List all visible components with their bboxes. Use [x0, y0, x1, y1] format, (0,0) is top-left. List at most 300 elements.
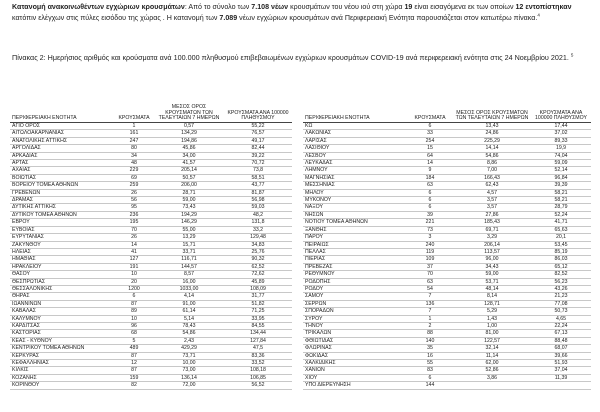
table-row	[303, 204, 591, 211]
region-name-cell: ΕΥΡΥΤΑΝΙΑΣ	[10, 234, 114, 241]
table-row	[303, 219, 591, 226]
table-row	[10, 174, 292, 181]
per-100k-cell: 22,24	[531, 322, 591, 329]
per-100k-cell: 71,25	[224, 308, 292, 315]
per-100k-cell: 39,22	[224, 152, 292, 159]
table-row	[10, 360, 292, 367]
cases-cell: 3	[407, 234, 453, 241]
per-100k-cell: 39,39	[531, 182, 591, 189]
table-row	[303, 145, 591, 152]
per-100k-cell: 70,72	[224, 160, 292, 167]
per-100k-cell: 67,13	[531, 330, 591, 337]
per-100k-cell: 65,12	[531, 263, 591, 270]
seven-day-average-cell: 116,71	[154, 256, 224, 263]
intro-domestic-count: 7.089	[219, 14, 238, 22]
per-100k-cell: 58,21	[531, 197, 591, 204]
region-name-cell: ΧΑΝΙΩΝ	[303, 367, 407, 374]
region-name-cell: ΦΛΩΡΙΝΑΣ	[303, 345, 407, 352]
seven-day-average-cell: 59,00	[154, 197, 224, 204]
table-row	[10, 367, 292, 374]
cases-cell: 87	[114, 300, 154, 307]
cases-cell: 240	[407, 241, 453, 248]
cases-cell: 83	[407, 367, 453, 374]
table-row	[303, 367, 591, 374]
table-row	[10, 137, 292, 144]
cases-cell: 127	[114, 256, 154, 263]
table-row	[10, 167, 292, 174]
per-100k-cell: 129,48	[224, 234, 292, 241]
seven-day-average-cell: 2,43	[154, 337, 224, 344]
cases-cell: 88	[407, 330, 453, 337]
seven-day-average-cell: 55,00	[154, 226, 224, 233]
per-100k-cell: 59,03	[224, 204, 292, 211]
seven-day-average-cell: 1,43	[453, 315, 531, 322]
table-row	[303, 315, 591, 322]
seven-day-average-cell: 1,00	[453, 322, 531, 329]
seven-day-average-cell: 206,14	[453, 241, 531, 248]
seven-day-average-cell: 50,57	[154, 174, 224, 181]
region-name-cell: ΧΑΛΚΙΔΙΚΗΣ	[303, 360, 407, 367]
region-name-cell: ΛΕΥΚΑΔΑΣ	[303, 160, 407, 167]
region-name-cell: ΧΙΟΥ	[303, 374, 407, 381]
cases-cell: 7	[407, 308, 453, 315]
region-name-cell: ΝΗΣΩΝ	[303, 211, 407, 218]
per-100k-cell: 76,57	[224, 130, 292, 137]
seven-day-average-cell	[453, 382, 531, 389]
table-row	[303, 293, 591, 300]
table-row	[10, 293, 292, 300]
per-100k-cell: 37,04	[531, 367, 591, 374]
cases-cell: 144	[407, 382, 453, 389]
cases-cell: 10	[114, 315, 154, 322]
cases-cell: 54	[407, 285, 453, 292]
seven-day-average-cell: 5,14	[154, 315, 224, 322]
region-name-cell: ΜΑΓΝΗΣΙΑΣ	[303, 174, 407, 181]
per-100k-cell: 37,02	[531, 130, 591, 137]
cases-cell: 6	[407, 204, 453, 211]
region-name-cell: ΑΓΙΟ ΟΡΟΣ	[10, 123, 114, 130]
region-name-cell: ΛΑΡΙΣΑΣ	[303, 137, 407, 144]
per-100k-cell: 49,17	[224, 137, 292, 144]
intro-paragraph	[12, 2, 592, 24]
region-name-cell: ΜΕΣΣΗΝΙΑΣ	[303, 182, 407, 189]
region-name-cell: ΔΥΤΙΚΟΥ ΤΟΜΕΑ ΑΘΗΝΩΝ	[10, 211, 114, 218]
cases-cell: 39	[407, 211, 453, 218]
per-100k-cell: 68,07	[531, 345, 591, 352]
table-row	[303, 152, 591, 159]
cases-cell: 55	[407, 360, 453, 367]
region-name-cell: ΘΕΣΠΡΩΤΙΑΣ	[10, 278, 114, 285]
per-100k-cell: 106,85	[224, 374, 292, 381]
seven-day-average-cell: 185,43	[453, 219, 531, 226]
footnote-ref: 5	[570, 52, 574, 58]
table-row	[303, 330, 591, 337]
region-name-cell: ΑΝΑΤΟΛΙΚΗΣ ΑΤΤΙΚΗΣ	[10, 137, 114, 144]
region-name-cell: ΤΗΝΟΥ	[303, 322, 407, 329]
region-name-cell: ΛΑΚΩΝΙΑΣ	[303, 130, 407, 137]
cases-cell: 26	[114, 189, 154, 196]
region-name-cell: ΠΑΡΟΥ	[303, 234, 407, 241]
per-100k-cell: 51,82	[224, 300, 292, 307]
region-name-cell: ΚΟΡΙΝΘΟΥ	[10, 382, 114, 389]
per-100k-cell: 89,33	[531, 137, 591, 144]
region-name-cell: ΒΟΡΕΙΟΥ ΤΟΜΕΑ ΑΘΗΝΩΝ	[10, 182, 114, 189]
region-name-cell: ΗΛΕΙΑΣ	[10, 248, 114, 255]
region-name-cell: ΓΡΕΒΕΝΩΝ	[10, 189, 114, 196]
per-100k-cell: 73,8	[224, 167, 292, 174]
caption-text: Πίνακας 2: Ημερήσιος αριθμός και κρούσματα ανά 100.000 πληθυσμού επιβεβαιωμένων εγχώριων κρουσμάτων COVID-19 ανά περιφερειακή ενότητα στις 24 Νοεμβρίου 2021.	[12, 53, 569, 62]
table-row	[10, 123, 292, 130]
per-100k-cell: 33,52	[224, 360, 292, 367]
table-row	[303, 300, 591, 307]
cases-cell: 1200	[114, 285, 154, 292]
table-row	[303, 322, 591, 329]
per-100k-cell: 4,65	[531, 315, 591, 322]
cases-cell: 33	[407, 130, 453, 137]
per-100k-cell: 52,24	[531, 211, 591, 218]
cases-cell: 229	[114, 167, 154, 174]
seven-day-average-cell: 8,86	[453, 160, 531, 167]
per-100k-cell: 127,84	[224, 337, 292, 344]
intro-text: κατόπιν ελέγχων στις πύλες εισόδου της χώρας . Η κατανομή των	[12, 14, 220, 22]
header-7day-average: ΜΕΣΟΣ ΟΡΟΣ ΚΡΟΥΣΜΑΤΩΝ ΤΩΝ ΤΕΛΕΥΤΑΙΩΝ 7 ΗΜΕΡΩΝ	[154, 95, 224, 123]
seven-day-average-cell: 8,14	[453, 293, 531, 300]
cases-cell: 14	[407, 160, 453, 167]
cases-cell: 64	[407, 152, 453, 159]
table-row	[303, 360, 591, 367]
table-row	[303, 234, 591, 241]
cases-cell: 37	[407, 263, 453, 270]
seven-day-average-cell: 53,71	[453, 278, 531, 285]
per-100k-cell: 41,71	[531, 219, 591, 226]
cases-cell: 68	[114, 330, 154, 337]
per-100k-cell: 58,21	[531, 189, 591, 196]
table-body-right	[303, 123, 591, 390]
cases-cell: 56	[114, 197, 154, 204]
intro-new-cases: 7.108 νέων	[251, 3, 289, 11]
intro-imported-count: 19	[404, 3, 413, 11]
table-row	[10, 197, 292, 204]
seven-day-average-cell: 24,86	[453, 130, 531, 137]
seven-day-average-cell: 225,29	[453, 137, 531, 144]
cases-cell: 195	[114, 219, 154, 226]
header-cases: ΚΡΟΥΣΜΑΤΑ	[114, 95, 154, 123]
cases-cell: 41	[114, 248, 154, 255]
table-row	[10, 352, 292, 359]
table-row	[10, 256, 292, 263]
table-row	[10, 263, 292, 270]
per-100k-cell: 131,8	[224, 219, 292, 226]
per-100k-cell: 33,2	[224, 226, 292, 233]
region-name-cell: ΤΡΙΚΑΛΩΝ	[303, 330, 407, 337]
table-row	[303, 285, 591, 292]
table-row	[10, 189, 292, 196]
table-row	[303, 167, 591, 174]
cases-cell: 70	[114, 226, 154, 233]
table-row	[303, 211, 591, 218]
region-name-cell: ΜΗΛΟΥ	[303, 189, 407, 196]
table-row	[10, 145, 292, 152]
cases-cell: 140	[407, 337, 453, 344]
seven-day-average-cell: 4,14	[154, 293, 224, 300]
region-name-cell: ΛΑΣΙΘΙΟΥ	[303, 145, 407, 152]
table-row	[10, 160, 292, 167]
region-name-cell: ΗΡΑΚΛΕΙΟΥ	[10, 263, 114, 270]
cases-cell: 161	[114, 130, 154, 137]
cases-cell: 87	[114, 367, 154, 374]
per-100k-cell: 108,18	[224, 367, 292, 374]
intro-border-detected: 12 εντοπίστηκαν	[515, 3, 572, 11]
table-row	[303, 123, 591, 130]
region-name-cell: ΛΕΣΒΟΥ	[303, 152, 407, 159]
per-100k-cell: 33,95	[224, 315, 292, 322]
region-name-cell: ΚΟΖΑΝΗΣ	[10, 374, 114, 381]
region-name-cell: ΑΡΤΑΣ	[10, 160, 114, 167]
cases-cell: 191	[114, 263, 154, 270]
seven-day-average-cell: 15,71	[154, 241, 224, 248]
table-row	[10, 248, 292, 255]
region-name-cell: ΦΘΙΩΤΙΔΑΣ	[303, 337, 407, 344]
seven-day-average-cell: 16,00	[154, 278, 224, 285]
cases-cell: 48	[114, 160, 154, 167]
seven-day-average-cell: 96,00	[453, 256, 531, 263]
seven-day-average-cell: 7,00	[453, 167, 531, 174]
per-100k-cell: 84,55	[224, 322, 292, 329]
table-row	[10, 152, 292, 159]
table-row	[303, 160, 591, 167]
seven-day-average-cell: 34,43	[453, 263, 531, 270]
cases-cell: 1	[114, 123, 154, 130]
seven-day-average-cell: 1033,00	[154, 285, 224, 292]
per-100k-cell: 82,52	[531, 271, 591, 278]
per-100k-cell: 43,26	[531, 285, 591, 292]
table-row	[10, 234, 292, 241]
intro-text: κρουσμάτων του νέου ιού στη χώρα	[288, 3, 405, 11]
cases-table-right	[303, 95, 591, 390]
table-row	[10, 337, 292, 344]
region-name-cell: ΚΑΛΥΜΝΟΥ	[10, 315, 114, 322]
region-name-cell: ΖΑΚΥΝΘΟΥ	[10, 241, 114, 248]
per-100k-cell: 31,77	[224, 293, 292, 300]
per-100k-cell: 74,04	[531, 152, 591, 159]
cases-cell: 89	[114, 308, 154, 315]
seven-day-average-cell: 28,71	[154, 189, 224, 196]
cases-cell: 12	[114, 360, 154, 367]
header-region: ΠΕΡΙΦΕΡΕΙΑΚΗ ΕΝΟΤΗΤΑ	[303, 95, 407, 123]
per-100k-cell: 51,93	[531, 360, 591, 367]
region-name-cell: ΚΕΝΤΡΙΚΟΥ ΤΟΜΕΑ ΑΘΗΝΩΝ	[10, 345, 114, 352]
seven-day-average-cell: 54,86	[154, 330, 224, 337]
table-row	[303, 189, 591, 196]
table-row	[10, 271, 292, 278]
table-row	[303, 226, 591, 233]
seven-day-average-cell: 128,71	[453, 300, 531, 307]
per-100k-cell: 58,51	[224, 174, 292, 181]
cases-cell: 10	[114, 271, 154, 278]
seven-day-average-cell: 3,86	[453, 374, 531, 381]
seven-day-average-cell: 429,29	[154, 345, 224, 352]
table-row	[10, 300, 292, 307]
cases-cell: 254	[407, 137, 453, 144]
cases-cell: 87	[114, 352, 154, 359]
seven-day-average-cell: 0,57	[154, 123, 224, 130]
table-row	[303, 271, 591, 278]
region-name-cell: ΚΕΡΚΥΡΑΣ	[10, 352, 114, 359]
cases-cell: 82	[114, 382, 154, 389]
table-row	[303, 182, 591, 189]
seven-day-average-cell: 122,57	[453, 337, 531, 344]
region-name-cell: ΑΧΑΙΑΣ	[10, 167, 114, 174]
cases-cell: 184	[407, 174, 453, 181]
per-100k-cell: 21,23	[531, 293, 591, 300]
per-100k-cell: 72,62	[224, 271, 292, 278]
seven-day-average-cell: 136,14	[154, 374, 224, 381]
seven-day-average-cell: 4,57	[453, 189, 531, 196]
per-100k-cell: 28,79	[531, 204, 591, 211]
seven-day-average-cell: 59,00	[453, 271, 531, 278]
table-row	[10, 285, 292, 292]
cases-cell: 1	[407, 315, 453, 322]
header-per-100k: ΚΡΟΥΣΜΑΤΑ ΑΝΑ 100000 ΠΛΗΘΥΣΜΟΥ	[224, 95, 292, 123]
region-name-cell: ΗΜΑΘΙΑΣ	[10, 256, 114, 263]
per-100k-cell: 56,52	[224, 382, 292, 389]
per-100k-cell: 34,83	[224, 241, 292, 248]
region-name-cell: ΠΙΕΡΙΑΣ	[303, 256, 407, 263]
seven-day-average-cell: 48,14	[453, 285, 531, 292]
cases-cell: 96	[114, 322, 154, 329]
table-header-row	[10, 95, 292, 123]
region-name-cell: ΠΕΛΛΑΣ	[303, 248, 407, 255]
per-100k-cell: 45,89	[224, 278, 292, 285]
per-100k-cell	[531, 382, 591, 389]
per-100k-cell: 62,52	[224, 263, 292, 270]
table-row	[303, 374, 591, 381]
table-row	[303, 197, 591, 204]
region-name-cell: ΞΑΝΘΗΣ	[303, 226, 407, 233]
table-row	[10, 226, 292, 233]
seven-day-average-cell: 69,71	[453, 226, 531, 233]
seven-day-average-cell: 13,29	[154, 234, 224, 241]
seven-day-average-cell: 62,43	[453, 182, 531, 189]
region-name-cell: ΣΠΟΡΑΔΩΝ	[303, 308, 407, 315]
region-name-cell: ΘΗΡΑΣ	[10, 293, 114, 300]
header-region: ΠΕΡΙΦΕΡΕΙΑΚΗ ΕΝΟΤΗΤΑ	[10, 95, 114, 123]
per-100k-cell: 81,87	[224, 189, 292, 196]
per-100k-cell: 25,76	[224, 248, 292, 255]
per-100k-cell: 47,5	[224, 345, 292, 352]
cases-cell: 20	[114, 278, 154, 285]
region-name-cell: ΣΥΡΟΥ	[303, 315, 407, 322]
per-100k-cell: 77,08	[531, 300, 591, 307]
header-7day-average: ΜΕΣΟΣ ΟΡΟΣ ΚΡΟΥΣΜΑΤΩΝ ΤΩΝ ΤΕΛΕΥΤΑΙΩΝ 7 ΗΜΕΡΩΝ	[453, 95, 531, 123]
per-100k-cell: 50,73	[531, 308, 591, 315]
per-100k-cell: 85,19	[531, 248, 591, 255]
seven-day-average-cell: 3,29	[453, 234, 531, 241]
per-100k-cell: 17,44	[531, 123, 591, 130]
seven-day-average-cell: 8,57	[154, 271, 224, 278]
table-row	[10, 211, 292, 218]
per-100k-cell: 88,48	[531, 337, 591, 344]
region-name-cell: ΕΒΡΟΥ	[10, 219, 114, 226]
region-name-cell: ΣΑΜΟΥ	[303, 293, 407, 300]
region-name-cell: ΠΡΕΒΕΖΑΣ	[303, 263, 407, 270]
per-100k-cell: 82,44	[224, 145, 292, 152]
cases-cell: 9	[407, 167, 453, 174]
region-name-cell: ΘΕΣΣΑΛΟΝΙΚΗΣ	[10, 285, 114, 292]
table-row	[10, 374, 292, 381]
header-per-100k: ΚΡΟΥΣΜΑΤΑ ΑΝΑ 100000 ΠΛΗΘΥΣΜΟΥ	[531, 95, 591, 123]
seven-day-average-cell: 205,14	[154, 167, 224, 174]
seven-day-average-cell: 166,43	[453, 174, 531, 181]
table-row	[10, 241, 292, 248]
table-row	[303, 337, 591, 344]
table-row	[303, 241, 591, 248]
table-row	[10, 345, 292, 352]
seven-day-average-cell: 73,43	[154, 204, 224, 211]
per-100k-cell: 65,63	[531, 226, 591, 233]
table-row	[303, 256, 591, 263]
cases-cell: 489	[114, 345, 154, 352]
seven-day-average-cell: 33,71	[154, 248, 224, 255]
region-name-cell: ΠΕΙΡΑΙΩΣ	[303, 241, 407, 248]
cases-cell: 73	[407, 226, 453, 233]
cases-cell: 6	[407, 374, 453, 381]
seven-day-average-cell: 54,86	[453, 152, 531, 159]
seven-day-average-cell: 194,29	[154, 211, 224, 218]
table-row	[303, 130, 591, 137]
per-100k-cell: 43,77	[224, 182, 292, 189]
cases-cell: 69	[114, 174, 154, 181]
seven-day-average-cell: 72,00	[154, 382, 224, 389]
table-row	[303, 278, 591, 285]
per-100k-cell: 56,98	[224, 197, 292, 204]
seven-day-average-cell: 134,29	[154, 130, 224, 137]
table-body-left	[10, 123, 292, 390]
region-name-cell: ΕΥΒΟΙΑΣ	[10, 226, 114, 233]
seven-day-average-cell: 73,00	[154, 367, 224, 374]
seven-day-average-cell: 61,14	[154, 308, 224, 315]
seven-day-average-cell: 3,57	[453, 197, 531, 204]
region-name-cell: ΒΟΙΩΤΙΑΣ	[10, 174, 114, 181]
seven-day-average-cell: 113,57	[453, 248, 531, 255]
cases-cell: 63	[407, 182, 453, 189]
seven-day-average-cell: 52,86	[453, 367, 531, 374]
region-name-cell: ΛΗΜΝΟΥ	[303, 167, 407, 174]
table-row	[10, 182, 292, 189]
table-row	[10, 278, 292, 285]
per-100k-cell: 83,36	[224, 352, 292, 359]
region-name-cell: ΘΑΣΟΥ	[10, 271, 114, 278]
region-name-cell: ΣΕΡΡΩΝ	[303, 300, 407, 307]
seven-day-average-cell: 27,86	[453, 211, 531, 218]
table-row	[10, 322, 292, 329]
seven-day-average-cell: 32,14	[453, 345, 531, 352]
cases-cell: 119	[407, 248, 453, 255]
per-100k-cell: 59,09	[531, 160, 591, 167]
seven-day-average-cell: 45,86	[154, 145, 224, 152]
seven-day-average-cell: 3,57	[453, 204, 531, 211]
table-row	[10, 130, 292, 137]
region-name-cell: ΚΕΦΑΛΛΗΝΙΑΣ	[10, 360, 114, 367]
region-name-cell: ΥΠΟ ΔΙΕΡΕΥΝΗΣΗ	[303, 382, 407, 389]
table-row	[303, 352, 591, 359]
region-name-cell: ΔΥΤΙΚΗΣ ΑΤΤΙΚΗΣ	[10, 204, 114, 211]
cases-cell: 63	[407, 278, 453, 285]
footnote-ref: 4	[537, 12, 540, 18]
table-row	[303, 345, 591, 352]
per-100k-cell: 134,44	[224, 330, 292, 337]
table-row	[10, 382, 292, 389]
